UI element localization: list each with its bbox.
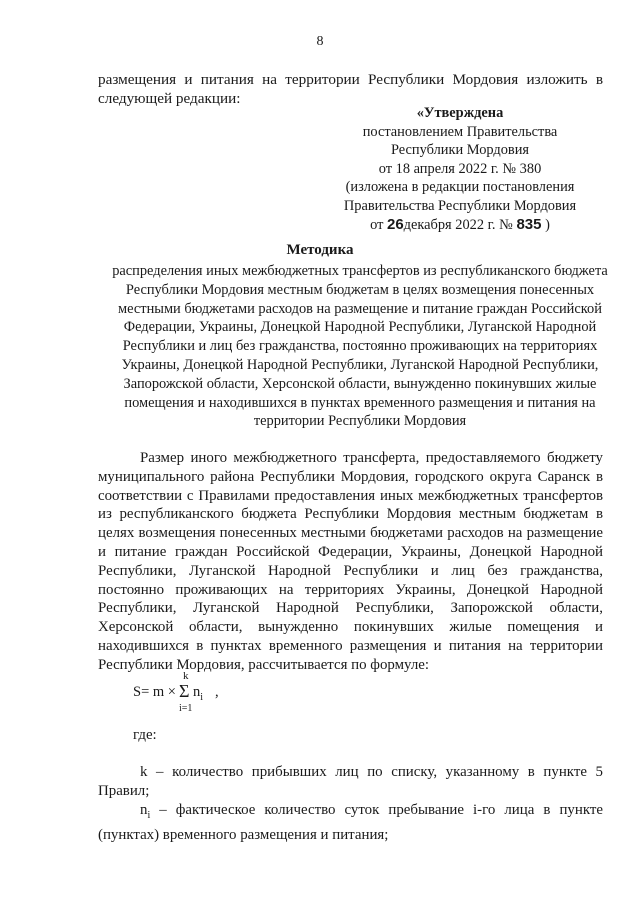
formula bbox=[133, 670, 333, 718]
approval-line: постановлением Правительства bbox=[362, 123, 558, 140]
approval-stamp bbox=[300, 104, 620, 234]
approval-line: (изложена в редакции постановления bbox=[345, 179, 575, 196]
formula-lower-limit: i=1 bbox=[179, 703, 193, 714]
where-label: где: bbox=[133, 727, 157, 743]
definition-symbol: k bbox=[140, 764, 148, 780]
approval-line: Республики Мордовия bbox=[390, 142, 530, 159]
formula-upper-limit: k bbox=[183, 670, 189, 682]
approval-day: 26 bbox=[386, 215, 404, 233]
formula-trail: , bbox=[215, 684, 219, 700]
definition-item bbox=[98, 801, 603, 845]
approval-date-prefix: от bbox=[370, 216, 384, 233]
formula-term-sub: i bbox=[200, 691, 204, 703]
definition-text: – количество прибывших лиц по списку, указанному в пункте 5 Правил; bbox=[98, 764, 603, 799]
formula-sum-symbol: Σ bbox=[179, 681, 190, 701]
approval-close: ) bbox=[545, 216, 550, 233]
definition-symbol-sub: i bbox=[147, 809, 151, 821]
approval-line: Правительства Республики Мордовия bbox=[343, 197, 577, 214]
main-paragraph: Размер иного межбюджетного трансферта, предоставляемого бюджету муниципального района Республики Мордовия, городского округа Саранск в соответствии с Правилами предоставления иных межбюджетных трансфертов из республиканского бюджета Республики Мордовия местным бюджетам в целях возмещения понесенных местными бюджетами расходов на размещение и питание граждан Российской Федерации, Украины, Донецкой Народной Республики, Луганской Народной Республики и лиц без гражданства, постоянно проживающих на территориях Украины, Донецкой Народной Республики, Луганской Народной Республики, Запорожской области, Херсонской области, вынужденно покинувших жилые помещения и находившихся в пунктах временного размещения и питания на территории Республики Мордовия, рассчитывается по формуле: bbox=[98, 450, 603, 673]
approval-date-line bbox=[300, 216, 620, 235]
definition-item bbox=[98, 763, 603, 801]
lead-text: размещения и питания на территории Республики Мордовия изложить в следующей редакции: bbox=[98, 71, 603, 107]
approval-number: 835 bbox=[516, 215, 542, 233]
document-subtitle: распределения иных межбюджетных трансфертов из республиканского бюджета Республики Мордовия местным бюджетам в целях возмещения понесенных местными бюджетами расходов на размещение и питание граждан Российской Федерации, Украины, Донецкой Народной Республики, Луганской Народной Республики и лиц без гражданства, постоянно проживающих на территориях Украины, Донецкой Народной Республики, Луганской Народной Республики, Запорожской области, Херсонской области, вынужденно покинувших жилые помещения и находившихся в пунктах временного размещения и питания на территории Республики Мордовия bbox=[112, 263, 608, 430]
definition-text: – фактическое количество суток пребывание i-го лица в пункте (пунктах) временного размещения и питания; bbox=[98, 802, 603, 843]
approval-line: от 18 апреля 2022 г. № 380 bbox=[378, 160, 542, 177]
approval-heading: «Утверждена bbox=[416, 105, 504, 121]
page-number: 8 bbox=[316, 34, 324, 49]
formula-term bbox=[193, 684, 203, 703]
definition-symbol: n bbox=[140, 802, 148, 818]
approval-date-mid: декабря 2022 г. № bbox=[403, 216, 513, 233]
formula-term-symbol: n bbox=[193, 684, 201, 700]
formula-lhs: S= m × bbox=[133, 684, 176, 700]
document-title: Методика bbox=[286, 242, 354, 258]
